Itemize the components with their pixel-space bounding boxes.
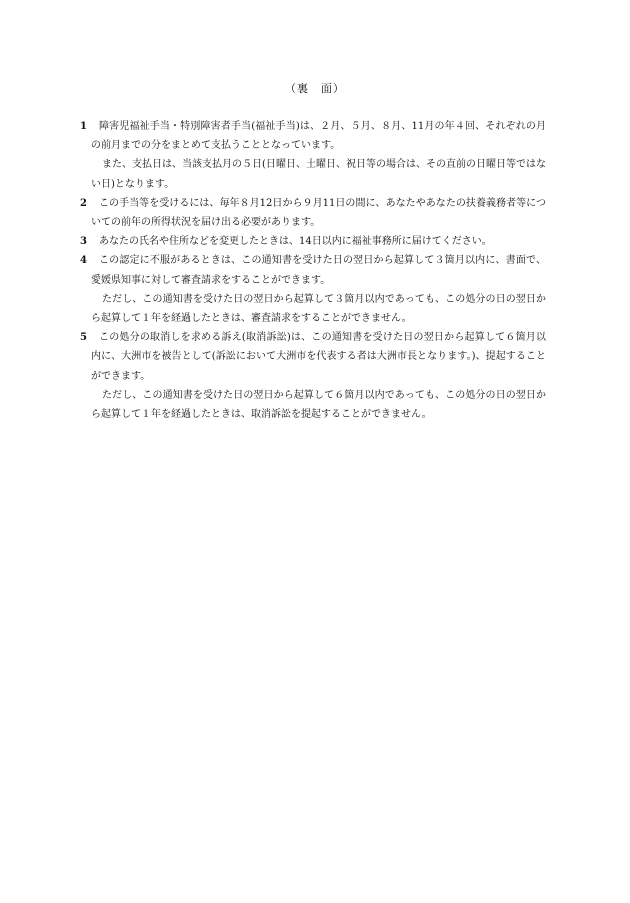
- item-paragraph: あなたの氏名や住所などを変更したときは、14日以内に福祉事務所に届けてください。: [99, 236, 492, 248]
- item-paragraph: ただし、この通知書を受けた日の翌日から起算して６箇月以内であっても、この処分の日の翌日から起算して１年を経過したときは、取消訴訟を提起することができません。: [91, 389, 546, 421]
- notice-item-1: [80, 117, 546, 194]
- item-paragraph: この認定に不服があるときは、この通知書を受けた日の翌日から起算して３箇月以内に、書面で、愛媛県知事に対して審査請求をすることができます。: [91, 255, 546, 286]
- item-paragraph: 障害児福祉手当・特別障害者手当(福祉手当)は、２月、５月、８月、11月の年４回、それぞれの月の前月までの分をまとめて支払うこととなっています。: [91, 121, 546, 152]
- notice-item-5: [80, 328, 546, 424]
- notice-item-4: [80, 251, 546, 328]
- page-title: （裏 面）: [285, 82, 345, 95]
- item-paragraph: この手当等を受けるには、毎年８月12日から９月11日の間に、あなたやあなたの扶養義務者等についての前年の所得状況を届け出る必要があります。: [91, 197, 546, 229]
- notice-list: [80, 117, 546, 424]
- notice-item-2: [80, 194, 546, 232]
- item-paragraph: また、支払日は、当該支払月の５日(日曜日、土曜日、祝日等の場合は、その直前の日曜日等ではない日)となります。: [91, 159, 546, 190]
- item-number: 4: [80, 255, 87, 267]
- item-paragraph: この処分の取消しを求める訴え(取消訴訟)は、この通知書を受けた日の翌日から起算して６箇月以内に、大洲市を被告として(訴訟において大洲市を代表する者は大洲市長となります。)、提起することができます。: [91, 332, 546, 382]
- item-number: 3: [80, 236, 87, 248]
- item-number: 5: [80, 332, 87, 344]
- notice-item-3: [80, 232, 546, 251]
- item-paragraph: ただし、この通知書を受けた日の翌日から起算して３箇月以内であっても、この処分の日の翌日から起算して１年を経過したときは、審査請求をすることができません。: [91, 293, 546, 325]
- item-number: 2: [80, 197, 87, 209]
- item-number: 1: [80, 121, 87, 132]
